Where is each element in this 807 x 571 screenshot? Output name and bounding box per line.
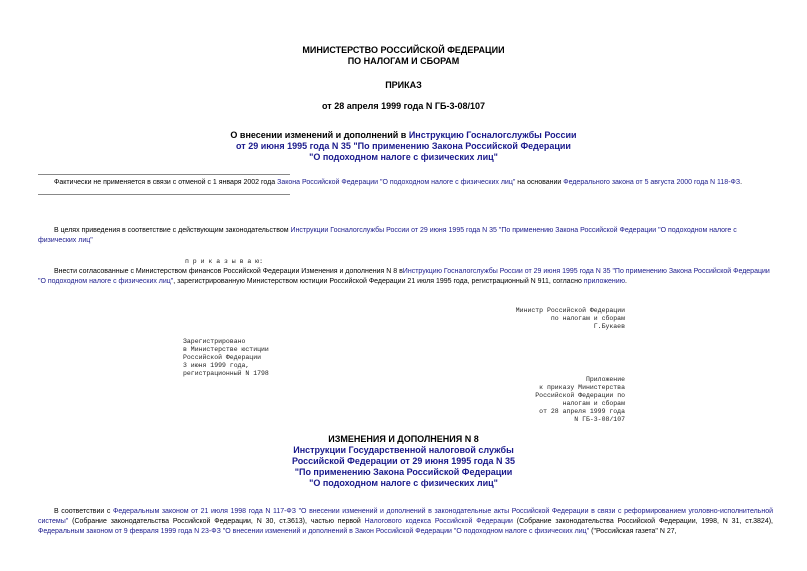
appendix-block bbox=[535, 376, 625, 424]
note-link-federal-law[interactable]: Федерального закона от 5 августа 2000 года N 118-ФЗ bbox=[563, 179, 741, 186]
note-text: . bbox=[740, 179, 743, 186]
note-text: Фактически не применяется в связи с отменой с 1 января 2002 года bbox=[54, 179, 278, 186]
signature-line: Г.Букаев bbox=[593, 323, 625, 330]
order-body-paragraph bbox=[38, 267, 773, 287]
preamble-paragraph bbox=[38, 226, 773, 246]
appendix-link[interactable]: приложению bbox=[583, 278, 625, 285]
order-title-line-1 bbox=[0, 130, 807, 141]
legal-basis-text: (Собрание законодательства Российской Федерации, 1998, N 31, ст.3824), bbox=[512, 518, 773, 525]
section-line-4[interactable]: "По применению Закона Российской Федерации bbox=[294, 467, 513, 477]
registration-line: 3 июня 1999 года, bbox=[183, 362, 250, 369]
signature-line: по налогам и сборам bbox=[550, 315, 625, 322]
appendix-line: Российской Федерации по bbox=[535, 392, 625, 399]
order-body-text: . bbox=[624, 278, 627, 285]
note-bottom-rule bbox=[38, 194, 290, 195]
appendix-line: к приказу Министерства bbox=[539, 384, 625, 391]
registration-line: регистрационный N 1798 bbox=[183, 370, 269, 377]
appendix-line: налогам и сборам bbox=[562, 400, 625, 407]
document-type: ПРИКАЗ bbox=[385, 80, 422, 90]
legal-basis-text: В соответствии с bbox=[54, 508, 113, 515]
legal-basis-link-law-117[interactable]: Федеральным законом от 21 июля 1998 года N 117-ФЗ "О внесении изменений и дополнений в законодательные акты Российской Федерации в связи с реформированием уголовно-исполнительной системы" bbox=[38, 508, 774, 525]
legal-basis-link-law-23[interactable]: Федеральным законом от 9 февраля 1999 года N 23-ФЗ "О внесении изменений и дополнений в Закон Российской Федерации "О подоходном налоге с физических лиц" bbox=[38, 528, 590, 535]
ministry-line-1: МИНИСТЕРСТВО РОССИЙСКОЙ ФЕДЕРАЦИИ bbox=[302, 45, 505, 55]
title-link-instruction[interactable]: Инструкцию Госналогслужбы России bbox=[408, 130, 577, 140]
registration-line: Российской Федерации bbox=[183, 354, 262, 361]
order-body-link-instruction[interactable]: Инструкцию Госналогслужбы России от 29 июня 1995 года N 35 "По применению Закона Российской Федерации "О подоходном налоге с физических лиц" bbox=[38, 268, 770, 285]
note-top-rule bbox=[38, 174, 290, 175]
signature-line: Министр Российской Федерации bbox=[515, 307, 625, 314]
note-link-law[interactable]: Закона Российской Федерации "О подоходном налоге с физических лиц" bbox=[277, 179, 516, 186]
title-prefix: О внесении изменений и дополнений в bbox=[230, 130, 409, 140]
ministry-line-2: ПО НАЛОГАМ И СБОРАМ bbox=[347, 56, 460, 66]
applicability-note bbox=[54, 178, 794, 188]
section-line-3[interactable]: Российской Федерации от 29 июня 1995 года N 35 bbox=[291, 456, 516, 466]
order-title-line-3[interactable]: "О подоходном налоге с физических лиц" bbox=[309, 152, 498, 162]
legal-basis-text: (Собрание законодательства Российской Федерации, N 30, ст.3613), частью первой bbox=[68, 518, 365, 525]
note-text: на основании bbox=[515, 179, 564, 186]
preamble-link-instruction[interactable]: Инструкции Госналогслужбы России от 29 июня 1995 года N 35 "По применению Закона Российской Федерации "О подоходном налоге с физических лиц" bbox=[38, 227, 737, 244]
legal-basis-link-tax-code[interactable]: Налогового кодекса Российской Федерации bbox=[364, 518, 513, 525]
order-body-text: , зарегистрированную Министерством юстиции Российской Федерации 21 июля 1995 года, регистрационный N 911, согласно bbox=[173, 278, 584, 285]
section-title: ИЗМЕНЕНИЯ И ДОПОЛНЕНИЯ N 8 bbox=[328, 434, 479, 444]
signature-block bbox=[516, 307, 625, 331]
appendix-line: Приложение bbox=[585, 376, 625, 383]
section-line-5[interactable]: "О подоходном налоге с физических лиц" bbox=[309, 478, 498, 488]
section-line-2[interactable]: Инструкции Государственной налоговой службы bbox=[293, 445, 514, 455]
appendix-line: от 28 апреля 1999 года bbox=[539, 408, 625, 415]
orders-word: п р и к а з ы в а ю: bbox=[185, 258, 264, 265]
document-date-number: от 28 апреля 1999 года N ГБ-3-08/107 bbox=[322, 101, 485, 111]
registration-block bbox=[183, 338, 269, 378]
appendix-line: N ГБ-3-08/107 bbox=[574, 416, 625, 423]
preamble-text: В целях приведения в соответствие с действующим законодательством bbox=[54, 227, 291, 234]
order-title-line-2[interactable]: от 29 июня 1995 года N 35 "По применению Закона Российской Федерации bbox=[236, 141, 571, 151]
legal-basis-text: ("Российская газета" N 27, bbox=[589, 528, 677, 535]
registration-line: в Министерстве юстиции bbox=[183, 346, 269, 353]
registration-line: Зарегистрировано bbox=[183, 338, 246, 345]
order-body-text: Внести согласованные с Министерством финансов Российской Федерации Изменения и дополнения N 8 в bbox=[54, 268, 403, 275]
legal-basis-paragraph bbox=[38, 507, 773, 537]
